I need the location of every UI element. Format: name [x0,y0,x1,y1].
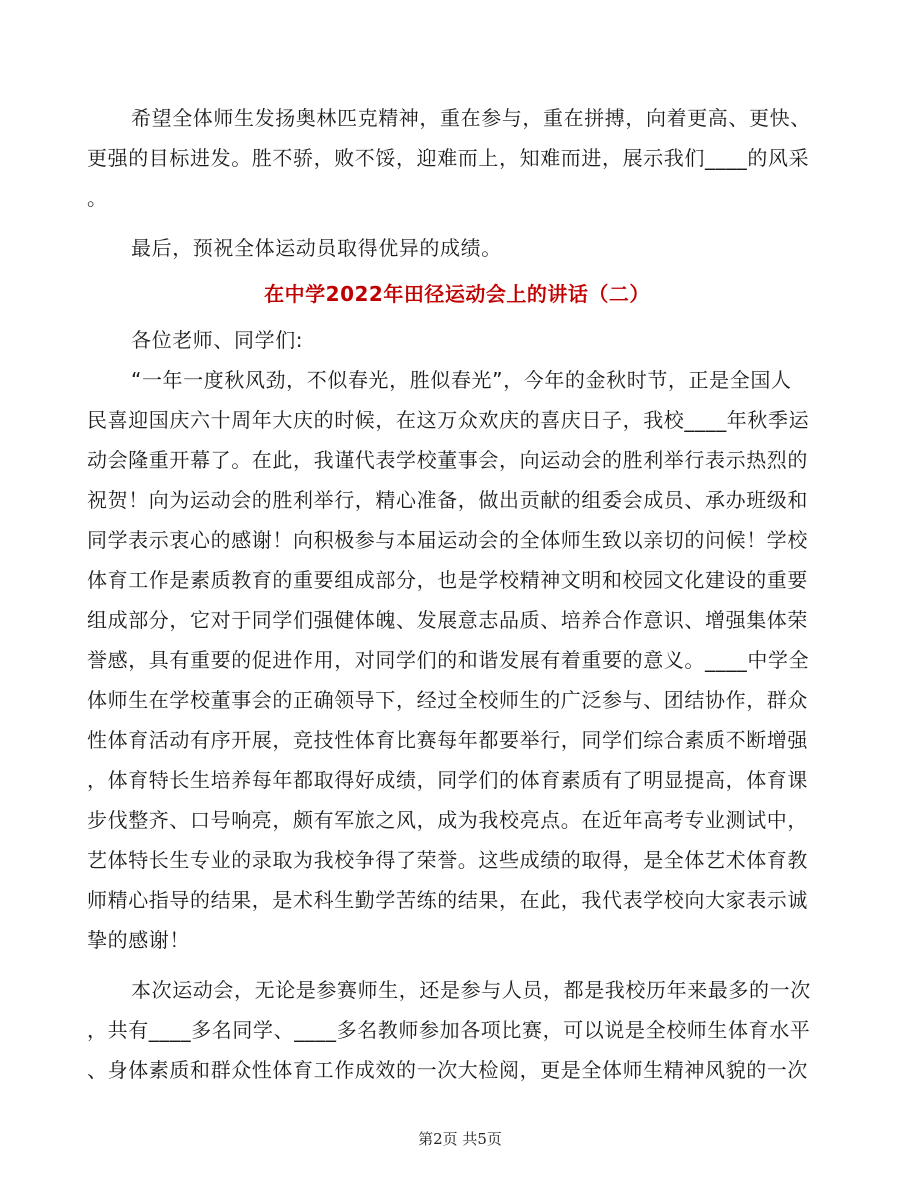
text-line: 民喜迎国庆六十周年大庆的时候，在这万众欢庆的喜庆日子，我校____年秋季运 [87,408,810,432]
text-line: 艺体特长生专业的录取为我校争得了荣誉。这些成绩的取得，是全体艺术体育教 [87,848,808,872]
text-line: 组成部分，它对于同学们强健体魄、发展意志品质、培养合作意识、增强集体荣 [87,608,808,632]
text-line: 本次运动会，无论是参赛师生，还是参与人员，都是我校历年来最多的一次 [131,978,811,1002]
text-line: 、身体素质和群众性体育工作成效的一次大检阅，更是全体师生精神风貌的一次 [87,1058,808,1082]
text-line: “一年一度秋风劲，不似春光，胜似春光”，今年的金秋时节，正是全国人 [131,368,792,392]
text-line: 动会隆重开幕了。在此，我谨代表学校董事会，向运动会的胜利举行表示热烈的 [87,448,808,472]
text-line: 性体育活动有序开展，竞技性体育比赛每年都要举行，同学们综合素质不断增强 [87,728,808,752]
page-number-footer: 第2页 共5页 [418,1130,502,1148]
paragraph-4 [87,970,827,1090]
paragraph-3 [87,360,827,960]
document-body [87,98,827,1090]
text-line: ，体育特长生培养每年都取得好成绩，同学们的体育素质有了明显提高，体育课 [87,768,808,792]
text-line: 挚的感谢！ [87,928,190,952]
paragraph-2: 最后，预祝全体运动员取得优异的成绩。 [131,236,502,260]
text-line: 誉感，具有重要的促进作用，对同学们的和谐发展有着重要的意义。____中学全 [87,648,810,672]
text-line: 更强的目标进发。胜不骄，败不馁，迎难而上，知难而进，展示我们____的风采 [87,146,810,170]
text-line: 希望全体师生发扬奥林匹克精神，重在参与，重在拼搏，向着更高、更快、 [131,106,811,130]
text-line: 师精心指导的结果，是术科生勤学苦练的结果，在此，我代表学校向大家表示诚 [87,888,808,912]
paragraph-1 [87,98,827,218]
text-line: ，共有____多名同学、____多名教师参加各项比赛，可以说是全校师生体育水平 [87,1018,811,1042]
text-line: 同学表示衷心的感谢！向积极参与本届运动会的全体师生致以亲切的问候！学校 [87,528,808,552]
text-line: 步伐整齐、口号响亮，颇有军旅之风，成为我校亮点。在近年高考专业测试中， [87,808,808,832]
text-line: 祝贺！向为运动会的胜利举行，精心准备，做出贡献的组委会成员、承办班级和 [87,488,808,512]
text-line: 体育工作是素质教育的重要组成部分，也是学校精神文明和校园文化建设的重要 [87,568,808,592]
text-line: 。 [87,186,108,210]
section-title: 在中学2022年田径运动会上的讲话（二） [264,282,650,306]
greeting: 各位老师、同学们: [131,328,304,352]
text-line: 体师生在学校董事会的正确领导下，经过全校师生的广泛参与、团结协作，群众 [87,688,808,712]
